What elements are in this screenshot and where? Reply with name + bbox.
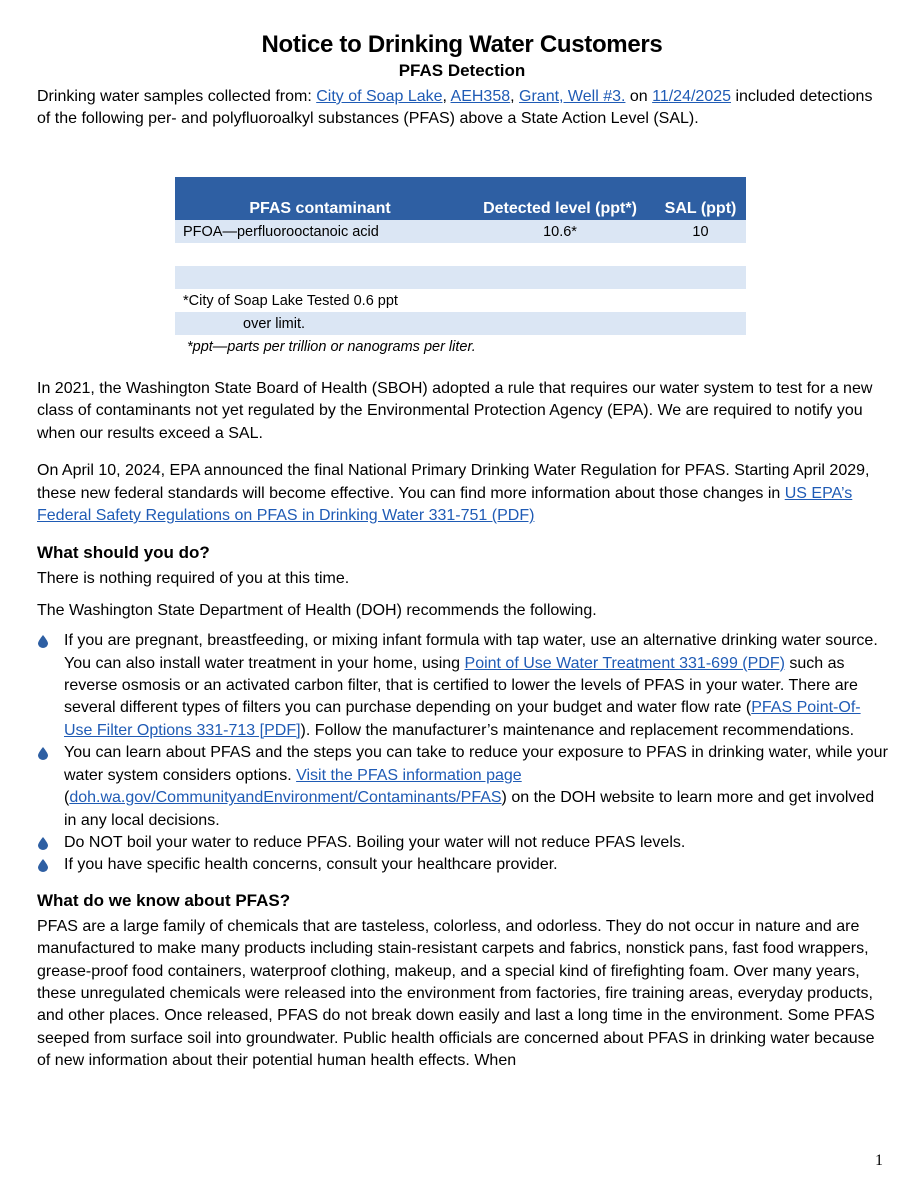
table-row — [175, 220, 746, 243]
intro-text: on — [625, 88, 653, 105]
epa-text: On April 10, 2024, EPA announced the final National Primary Drinking Water Regulation for PFAS. Starting April 2029, these new federal standards will become effective. You can find more information about those changes in — [37, 462, 870, 502]
water-drop-icon — [38, 837, 48, 850]
table-header — [175, 177, 746, 220]
header-sal: SAL (ppt) — [664, 200, 737, 217]
intro-text: Drinking water samples collected from: — [37, 88, 317, 105]
pfas-results-table — [175, 177, 746, 358]
bullet-text: If you have specific health concerns, consult your healthcare provider. — [64, 856, 558, 874]
table-row — [175, 289, 746, 312]
water-drop-icon — [38, 859, 48, 872]
main-content — [37, 378, 889, 1088]
cell-sal: 10 — [692, 223, 709, 240]
doh-pfas-url-link[interactable]: doh.wa.gov/CommunityandEnvironment/Contaminants/PFAS — [69, 789, 502, 807]
document-header — [37, 30, 887, 131]
cell-note: over limit. — [243, 315, 306, 332]
bullet-text: ). Follow the manufacturer’s maintenance and replacement recommendations. — [300, 721, 855, 739]
water-drop-icon — [38, 747, 48, 760]
list-item — [37, 742, 889, 832]
know-about-pfas-heading: What do we know about PFAS? — [37, 890, 291, 910]
doh-recommends-text: The Washington State Department of Health (DOH) recommends the following. — [37, 601, 597, 619]
system-name-link[interactable]: City of Soap Lake — [316, 88, 443, 105]
recommendations-list — [37, 630, 889, 876]
table-row-empty — [175, 266, 746, 289]
sboh-paragraph: In 2021, the Washington State Board of Health (SBOH) adopted a rule that requires our water system to test for a new class of contaminants not yet regulated by the Environmental Protection Agency (EPA). We are required to notify you when our results exceed a SAL. — [37, 380, 873, 442]
what-to-do-heading: What should you do? — [37, 543, 210, 563]
bullet-text: Do NOT boil your water to reduce PFAS. Boiling your water will not reduce PFAS levels. — [64, 833, 686, 851]
list-item — [37, 854, 889, 876]
page-subtitle: PFAS Detection — [398, 61, 526, 80]
table-row — [175, 312, 746, 335]
header-contaminant: PFAS contaminant — [249, 200, 391, 217]
page-title: Notice to Drinking Water Customers — [261, 31, 663, 58]
header-detected-level: Detected level (ppt*) — [483, 200, 637, 217]
know-about-pfas-body: PFAS are a large family of chemicals that are tasteless, colorless, and odorless. They do not occur in nature and are manufactured to make many products including stain-resistant carpets and fabrics, nonstick pans, fast food wrappers, grease-proof food containers, waterproof clothing, makeup, and a special kind of firefighting foam. Over many years, these unregulated chemicals were released into the environment from factories, fire training areas, everyday products, and other places. Once released, PFAS do not break down easily and last a long time in the environment. Some PFAS seeped from surface soil into groundwater. Public health officials are concerned about PFAS in drinking water because of new information about their potential human health effects. When — [37, 917, 875, 1070]
list-item — [37, 630, 889, 742]
bullet-text: ( — [64, 789, 70, 807]
intro-paragraph — [37, 86, 887, 131]
source-link[interactable]: Grant, Well #3. — [519, 88, 626, 105]
table-row-empty — [175, 243, 746, 266]
pfas-info-page-link[interactable]: Visit the PFAS information page — [296, 766, 522, 784]
sep: , — [510, 88, 520, 105]
epa-regulations-link[interactable]: US EPA’s Federal Safety Regulations on PFAS in Drinking Water 331-751 (PDF) — [37, 484, 853, 525]
epa-paragraph — [37, 460, 889, 527]
nothing-required-text: There is nothing required of you at this time. — [37, 570, 350, 588]
point-of-use-link[interactable]: Point of Use Water Treatment 331-699 (PDF) — [464, 654, 785, 672]
intro-text: included detections of the following per- and polyfluoroalkyl substances (PFAS) above a State Action Level (SAL). — [37, 88, 873, 128]
bullet-text: such as reverse osmosis or an activated carbon filter, that is certified to lower the levels of PFAS in your water. There are several different types of filters you can purchase depending on your budget and water flow rate ( — [64, 654, 858, 717]
cell-detected-level: 10.6* — [543, 223, 577, 240]
date-link[interactable]: 11/24/2025 — [652, 88, 732, 105]
sep: , — [442, 88, 451, 105]
bullet-text: ) on the DOH website to learn more and get involved in any local decisions. — [64, 789, 875, 829]
table-footnote: *ppt—parts per trillion or nanograms per liter. — [187, 338, 476, 355]
water-drop-icon — [38, 635, 48, 648]
bullet-text: If you are pregnant, breastfeeding, or mixing infant formula with tap water, use an alternative drinking water source. You can also install water treatment in your home, using — [64, 632, 878, 672]
cell-contaminant: PFOA—perfluorooctanoic acid — [183, 223, 379, 240]
bullet-text: You can learn about PFAS and the steps you can take to reduce your exposure to PFAS in drinking water, while your water system considers options. — [64, 744, 888, 784]
page-number: 1 — [875, 1152, 883, 1169]
cell-note: *City of Soap Lake Tested 0.6 ppt — [183, 292, 398, 309]
system-id-link[interactable]: AEH358 — [450, 88, 511, 105]
filter-options-link[interactable]: PFAS Point-Of-Use Filter Options 331-713 [PDF] — [64, 699, 861, 739]
list-item — [37, 832, 889, 854]
